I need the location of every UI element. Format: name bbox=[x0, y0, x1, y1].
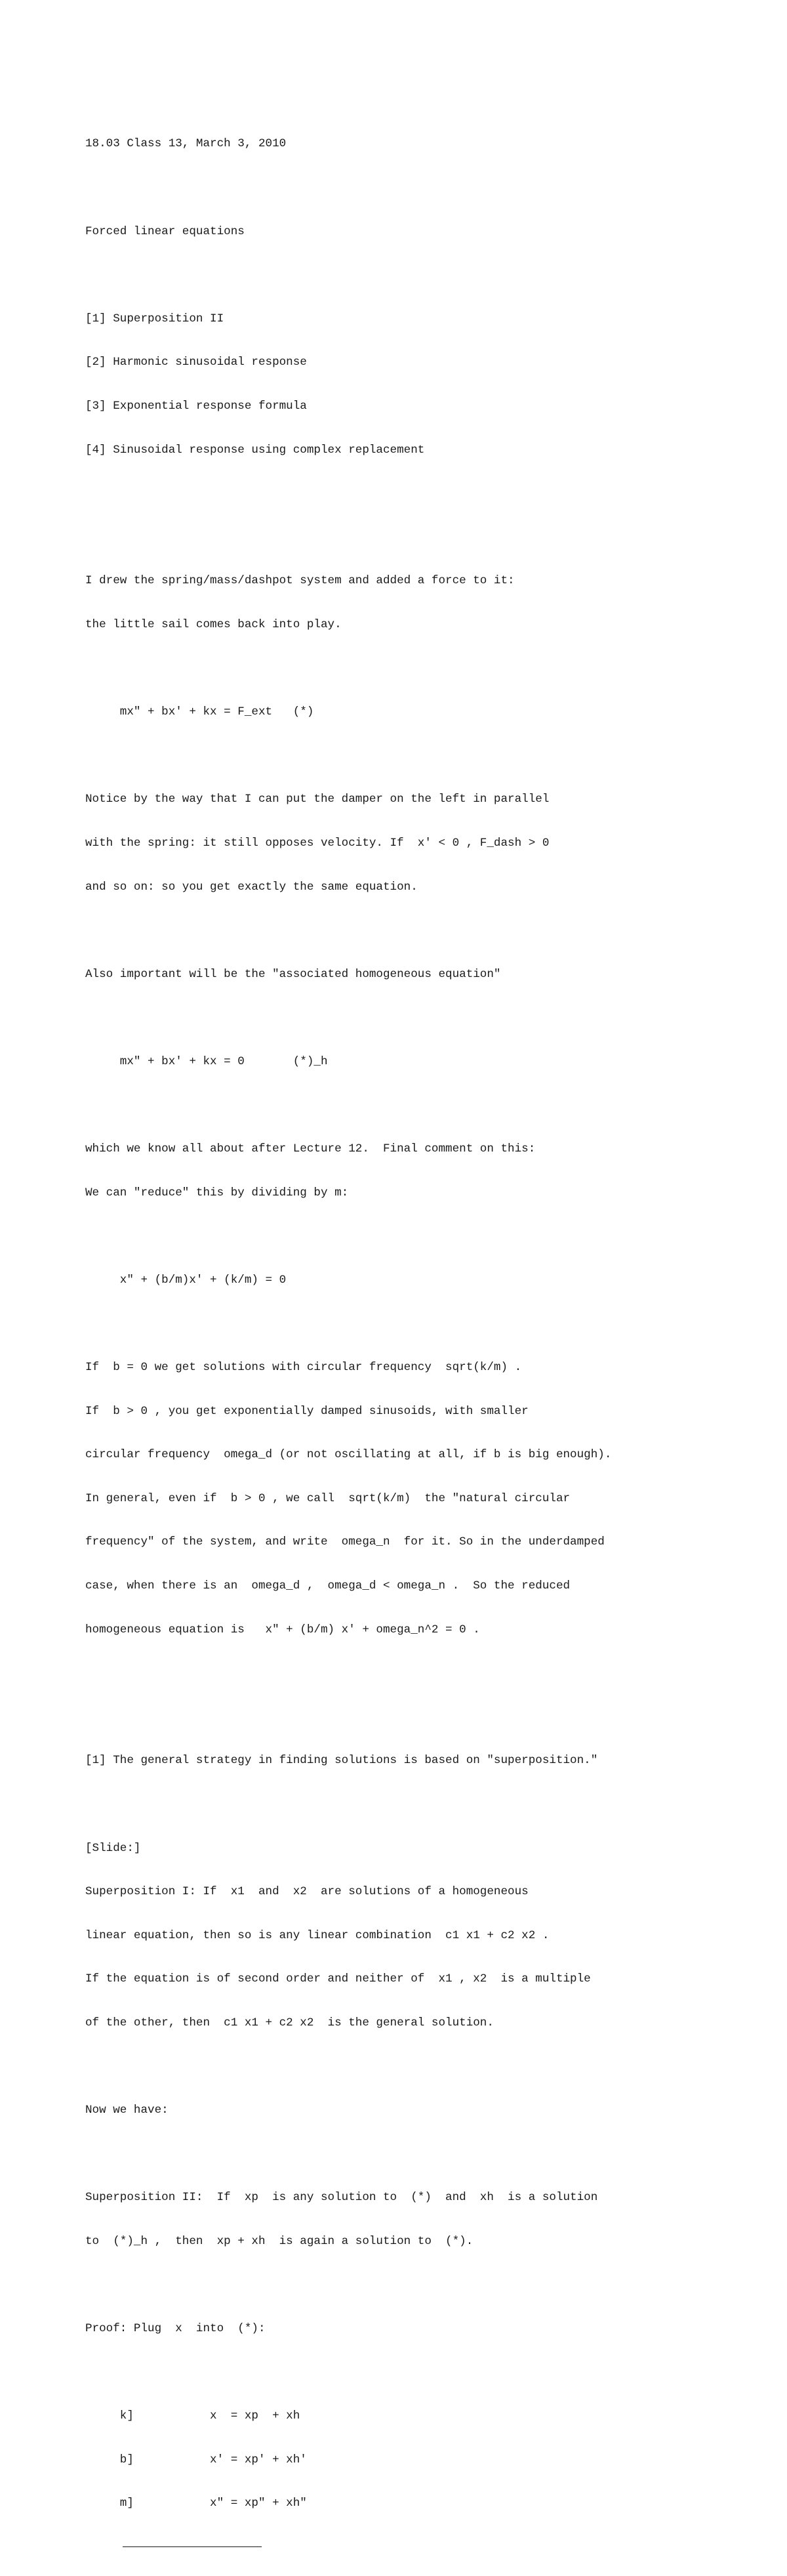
text-line: Superposition II: If xp is any solution to (*) and xh is a solution bbox=[85, 2191, 598, 2205]
blank-line bbox=[85, 1010, 611, 1025]
blank-line bbox=[85, 2147, 611, 2161]
blank-line bbox=[85, 923, 611, 938]
lecture-notes-text bbox=[85, 108, 611, 2576]
text-line: Notice by the way that I can put the damper on the left in parallel bbox=[85, 793, 550, 806]
blank-line bbox=[85, 530, 611, 545]
proof-line: m] x" = xp" + xh" bbox=[85, 2497, 307, 2510]
text-line: case, when there is an omega_d , omega_d < omega_n . So the reduced bbox=[85, 1579, 571, 1592]
blank-line bbox=[85, 180, 611, 195]
text-line: homogeneous equation is x" + (b/m) x' + omega_n^2 = 0 . bbox=[85, 1623, 480, 1636]
blank-line bbox=[85, 1098, 611, 1112]
text-line: and so on: so you get exactly the same equation. bbox=[85, 880, 418, 894]
blank-line bbox=[85, 1797, 611, 1812]
text-line: with the spring: it still opposes velocity. If x' < 0 , F_dash > 0 bbox=[85, 836, 550, 850]
section-heading: [1] The general strategy in finding solutions is based on "superposition." bbox=[85, 1754, 598, 1768]
blank-line bbox=[85, 1666, 611, 1680]
proof-line: k] x = xp + xh bbox=[85, 2409, 300, 2423]
section-heading: Forced linear equations bbox=[85, 224, 245, 238]
text-line: I drew the spring/mass/dashpot system and added a force to it: bbox=[85, 574, 515, 588]
text-line: frequency" of the system, and write omega_n for it. So in the underdamped bbox=[85, 1535, 605, 1549]
text-line: We can "reduce" this by dividing by m: bbox=[85, 1186, 349, 1199]
text-line: linear equation, then so is any linear combination c1 x1 + c2 x2 . bbox=[85, 1928, 550, 1942]
doc-title: 18.03 Class 13, March 3, 2010 bbox=[85, 137, 287, 151]
blank-line bbox=[85, 2365, 611, 2380]
blank-line bbox=[85, 2278, 611, 2293]
text-line: If the equation is of second order and neither of x1 , x2 is a multiple bbox=[85, 1972, 591, 1986]
text-line: Proof: Plug x into (*): bbox=[85, 2322, 266, 2336]
text-line: Also important will be the "associated homogeneous equation" bbox=[85, 967, 501, 981]
text-line: which we know all about after Lecture 12. Final comment on this: bbox=[85, 1142, 536, 1156]
text-line: to (*)_h , then xp + xh is again a solution to (*). bbox=[85, 2234, 474, 2248]
equation-line: mx" + bx' + kx = 0 (*)_h bbox=[85, 1054, 328, 1068]
proof-line: b] x' = xp' + xh' bbox=[85, 2453, 307, 2466]
text-line: If b > 0 , you get exponentially damped sinusoids, with smaller bbox=[85, 1404, 529, 1418]
outline-item: [2] Harmonic sinusoidal response bbox=[85, 356, 307, 369]
text-line: Now we have: bbox=[85, 2104, 169, 2117]
text-line: the little sail comes back into play. bbox=[85, 617, 342, 631]
equation-line: mx" + bx' + kx = F_ext (*) bbox=[85, 705, 314, 719]
text-line: circular frequency omega_d (or not oscillating at all, if b is big enough). bbox=[85, 1448, 612, 1462]
blank-line bbox=[85, 661, 611, 676]
blank-line bbox=[85, 2060, 611, 2074]
blank-line bbox=[85, 1316, 611, 1331]
slide-label: [Slide:] bbox=[85, 1841, 141, 1855]
outline-item: [1] Superposition II bbox=[85, 312, 224, 325]
blank-line bbox=[85, 1710, 611, 1724]
blank-line bbox=[85, 268, 611, 282]
outline-item: [4] Sinusoidal response using complex replacement bbox=[85, 443, 425, 457]
equation-line: x" + (b/m)x' + (k/m) = 0 bbox=[85, 1273, 287, 1287]
text-line: of the other, then c1 x1 + c2 x2 is the general solution. bbox=[85, 2016, 494, 2029]
text-line: Superposition I: If x1 and x2 are solutions of a homogeneous bbox=[85, 1885, 529, 1899]
horizontal-rule bbox=[123, 2546, 262, 2547]
blank-line bbox=[85, 486, 611, 501]
blank-line bbox=[85, 1229, 611, 1243]
text-line: In general, even if b > 0 , we call sqrt(k/m) the "natural circular bbox=[85, 1491, 571, 1505]
outline-item: [3] Exponential response formula bbox=[85, 399, 307, 413]
text-line: If b = 0 we get solutions with circular frequency sqrt(k/m) . bbox=[85, 1361, 522, 1375]
blank-line bbox=[85, 749, 611, 763]
